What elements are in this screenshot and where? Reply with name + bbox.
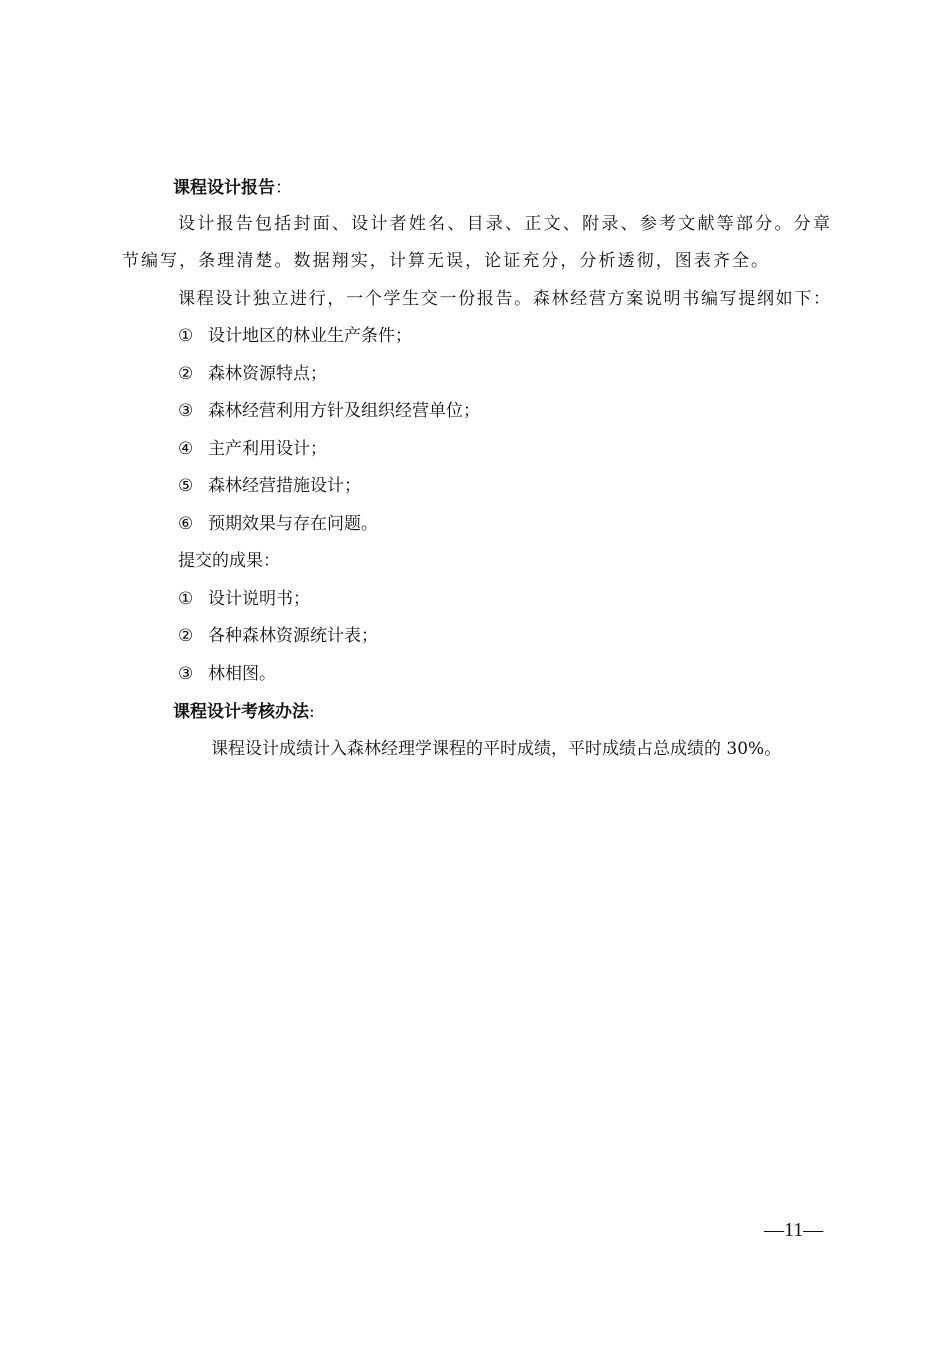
assessment-heading-colon: : (309, 702, 315, 722)
deliverable-item-marker: ① (178, 589, 194, 609)
outline-item (178, 399, 480, 423)
deliverable-item-text: 设计说明书； (208, 589, 310, 609)
page-number: —11— (764, 1219, 824, 1241)
outline-item-text: 森林经营利用方针及组织经营单位； (208, 401, 480, 421)
outline-item (178, 362, 327, 386)
deliverable-item (178, 662, 276, 686)
outline-item-marker: ③ (178, 401, 194, 421)
report-heading-colon: ： (275, 178, 292, 198)
outline-item-text: 预期效果与存在问题。 (208, 514, 378, 534)
outline-item-text: 森林经营措施设计； (208, 476, 361, 496)
outline-item (178, 474, 361, 498)
report-heading-title: 课程设计报告 (173, 178, 275, 198)
outline-item-marker: ⑤ (178, 476, 194, 496)
report-paragraph-line-2: 节编写，条理清楚。数据翔实，计算无误，论证充分，分析透彻，图表齐全。 (122, 251, 768, 271)
deliverable-item-marker: ③ (178, 664, 194, 684)
report-paragraph-line-1: 设计报告包括封面、设计者姓名、目录、正文、附录、参考文献等部分。分章 (178, 214, 830, 234)
outline-item (178, 512, 378, 536)
outline-item-text: 森林资源特点； (208, 364, 327, 384)
outline-item-marker: ① (178, 326, 194, 346)
deliverable-item (178, 587, 310, 611)
outline-item-text: 主产利用设计； (208, 439, 327, 459)
outline-item-text: 设计地区的林业生产条件； (208, 326, 412, 346)
outline-item-marker: ② (178, 364, 194, 384)
assessment-text: 课程设计成绩计入森林经理学课程的平时成绩，平时成绩占总成绩的 30%。 (211, 739, 782, 759)
deliverable-item-text: 林相图。 (208, 664, 276, 684)
report-heading (173, 176, 292, 200)
deliverable-item-marker: ② (178, 626, 194, 646)
deliverable-item (178, 624, 378, 648)
outline-item (178, 324, 412, 348)
outline-item (178, 437, 327, 461)
assessment-heading (173, 700, 315, 724)
outline-item-marker: ⑥ (178, 514, 194, 534)
outline-item-marker: ④ (178, 439, 194, 459)
deliverable-item-text: 各种森林资源统计表； (208, 626, 378, 646)
assessment-heading-title: 课程设计考核办法 (173, 702, 309, 722)
outline-intro: 课程设计独立进行，一个学生交一份报告。森林经营方案说明书编写提纲如下： (178, 289, 830, 309)
deliverables-intro: 提交的成果： (178, 551, 280, 571)
